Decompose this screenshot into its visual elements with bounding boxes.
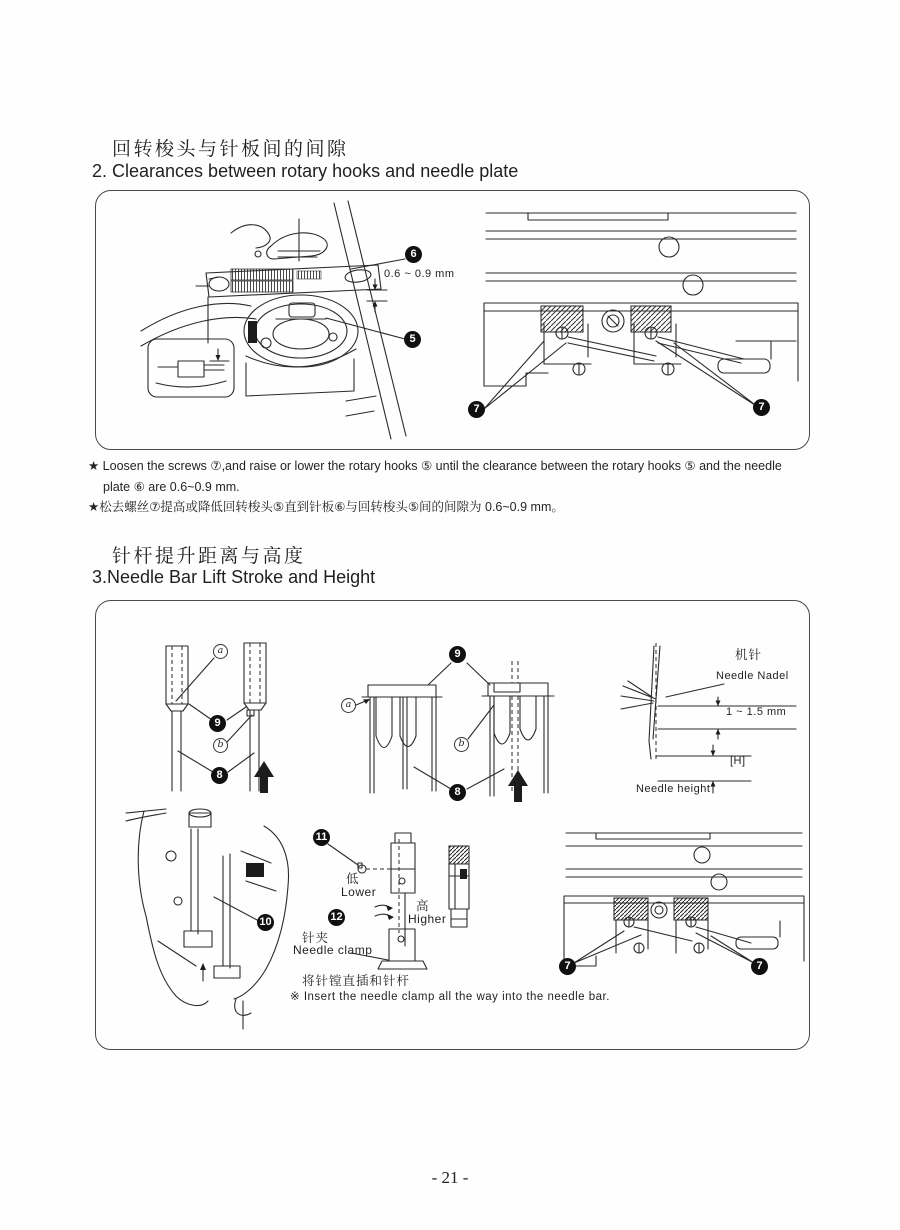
callout-a-left: a (213, 644, 228, 659)
page-number: - 21 - (431, 1168, 469, 1187)
callout-a-mid: a (341, 698, 356, 713)
figure-clearance-box (95, 190, 810, 450)
needle-height-label: Needle height (636, 783, 711, 795)
callout-7-right-lower: 7 (751, 958, 768, 975)
needle-label-cn: 机针 (735, 647, 763, 662)
callout-7-right: 7 (753, 399, 770, 416)
rotary-hook-clearance-drawing (96, 191, 809, 449)
clamp-label-en: Needle clamp (293, 943, 373, 957)
section3-title-cn: 针杆提升距离与高度 (112, 545, 306, 567)
section3-title-en: 3.Needle Bar Lift Stroke and Height (92, 567, 376, 587)
callout-12: 12 (328, 909, 345, 926)
callout-8-mid: 8 (449, 784, 466, 801)
clearance-dimension: 0.6 ~ 0.9 mm (384, 268, 455, 280)
needle-height-dimension: [H] (730, 755, 746, 767)
lower-label-en: Lower (341, 885, 377, 899)
callout-9-left: 9 (209, 715, 226, 732)
callout-b-mid: b (454, 737, 469, 752)
needle-bar-drawing (96, 601, 809, 1049)
callout-8-left: 8 (211, 767, 228, 784)
section2-title-cn: 回转梭头与针板间的间隙 (112, 138, 349, 160)
callout-5: 5 (404, 331, 421, 348)
lower-label-cn: 低 (346, 871, 360, 886)
callout-10: 10 (257, 914, 274, 931)
callout-9-mid: 9 (449, 646, 466, 663)
insert-note-cn: 将针镗直插和针杆 (302, 973, 411, 988)
needle-gap-dimension: 1 ~ 1.5 mm (726, 706, 787, 718)
higher-label-cn: 高 (416, 898, 430, 913)
needle-label-en: Needle Nadel (716, 670, 789, 682)
clamp-label-cn: 针夹 (302, 930, 330, 945)
section2-title-en: 2. Clearances between rotary hooks and needle plate (92, 161, 519, 181)
callout-7-left: 7 (468, 401, 485, 418)
figure-needle-bar-box (95, 600, 810, 1050)
callout-b-left: b (213, 738, 228, 753)
note-cn: ★松去螺丝⑦提高或降低回转梭头⑤直到针板⑥与回转梭头⑤间的间隙为 0.6~0.9 mm。 (88, 500, 564, 514)
note-en-line1: ★ Loosen the screws ⑦,and raise or lower the rotary hooks ⑤ until the clearance between the rotary hooks ⑤ and the needle (88, 459, 782, 473)
callout-11: 11 (313, 829, 330, 846)
callout-7-left-lower: 7 (559, 958, 576, 975)
higher-label-en: Higher (408, 912, 447, 926)
insert-note-en: ※ Insert the needle clamp all the way into the needle bar. (290, 991, 610, 1003)
callout-6: 6 (405, 246, 422, 263)
note-en-line2: plate ⑥ are 0.6~0.9 mm. (103, 480, 240, 494)
